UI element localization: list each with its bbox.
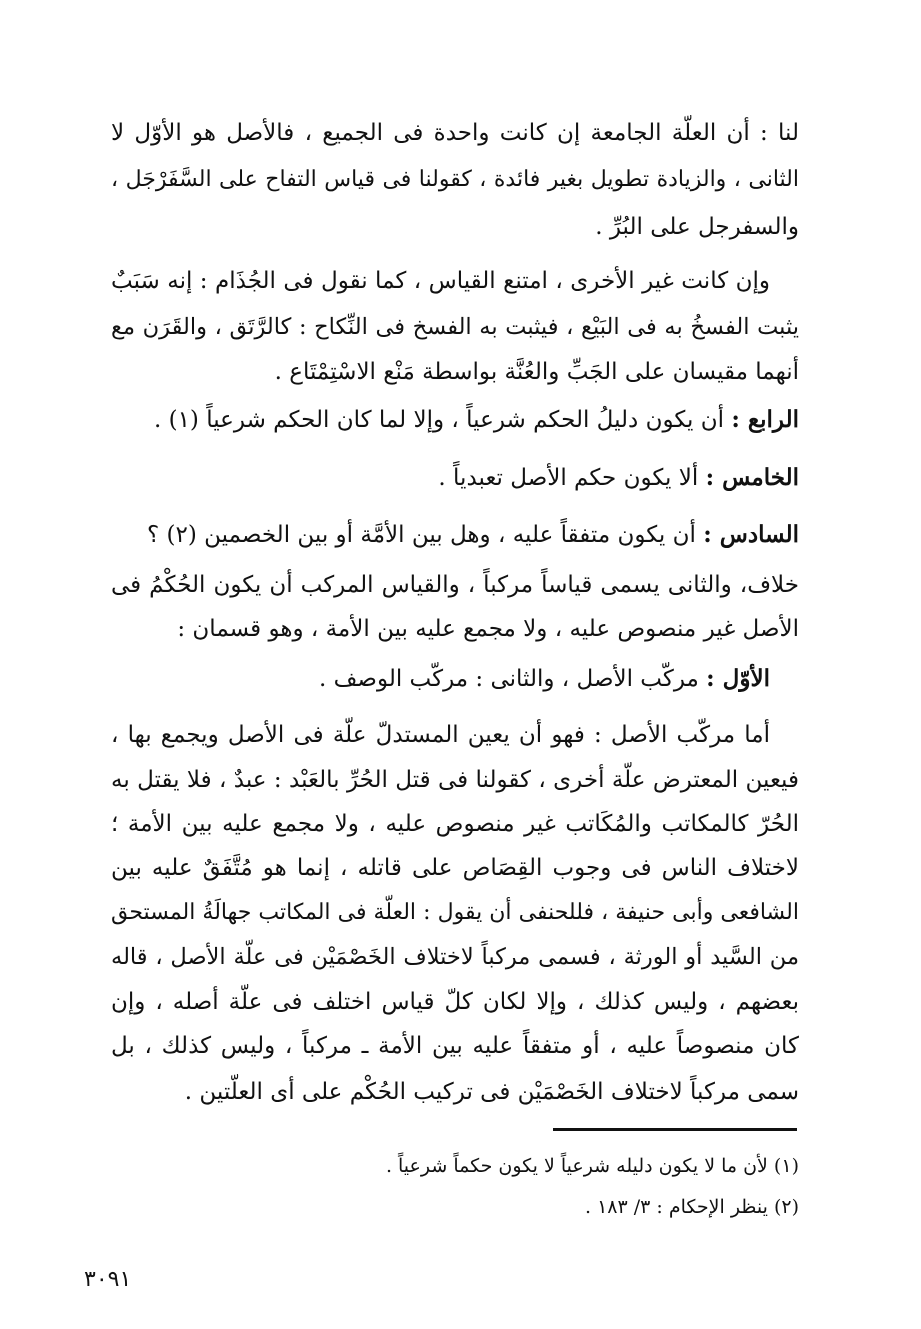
body-line: لنا : أن العلّة الجامعة إن كانت واحدة فى الجميع ، فالأصل هو الأوّل لا xyxy=(111,120,799,146)
body-line: وإن كانت غير الأخرى ، امتنع القياس ، كما نقول فى الجُذَام : إنه سَبَبٌ xyxy=(111,268,770,294)
condition-sixth xyxy=(111,513,799,557)
footnote-1: (١) لأن ما لا يكون دليله شرعياً لا يكون حكماً شرعياً . xyxy=(385,1155,799,1177)
body-line: فيعين المعترض علّة أخرى ، كقولنا فى قتل الحُرِّ بالعَبْد : عبدٌ ، فلا يقتل به xyxy=(111,767,799,793)
body-line: الشافعى وأبى حنيفة ، فللحنفى أن يقول : العلّة فى المكاتب جهالَةُ المستحق xyxy=(111,900,799,925)
condition-text: أن يكون دليلُ الحكم شرعياً ، وإلا لما كان الحكم شرعياً (١) . xyxy=(153,407,725,433)
body-line: أنهما مقيسان على الجَبِّ والعُنَّة بواسطة مَنْع الاسْتِمْتَاع . xyxy=(274,359,799,385)
condition-fourth xyxy=(111,398,799,442)
body-line: يثبت الفسخُ به فى البَيْع ، فيثبت به الفسخ فى النِّكاح : كالرَّتَق ، والقَرَن مع xyxy=(111,314,799,340)
body-line: من السَّيد أو الورثة ، فسمى مركباً لاختلاف الخَصْمَيْن فى علّة الأصل ، قاله xyxy=(111,944,799,970)
body-line: الحُرّ كالمكاتب والمُكَاتب غير منصوص عليه ، ولا مجمع عليه بين الأمة ؛ xyxy=(111,811,799,837)
condition-label: الرابع : xyxy=(731,406,799,433)
body-line: كان منصوصاً عليه ، أو متفقاً عليه بين الأمة ـ مركباً ، وليس كذلك ، بل xyxy=(111,1033,799,1059)
condition-text: ألا يكون حكم الأصل تعبدياً . xyxy=(438,465,699,491)
footnote-separator xyxy=(553,1128,797,1131)
condition-label: السادس : xyxy=(703,521,799,548)
body-line: خلاف، والثانى يسمى قياساً مركباً ، والقياس المركب أن يكون الحُكْمُ فى xyxy=(111,572,799,598)
condition-fifth xyxy=(111,456,799,500)
body-line: أما مركّب الأصل : فهو أن يعين المستدلّ علّة فى الأصل ويجمع بها ، xyxy=(111,722,770,748)
body-line: الثانى ، والزيادة تطويل بغير فائدة ، كقولنا فى قياس التفاح على السَّفَرْجَل ، xyxy=(111,167,799,192)
body-line: سمى مركباً لاختلاف الخَصْمَيْن فى تركيب الحُكْم على أى العلّتين . xyxy=(184,1079,799,1105)
condition-label: الخامس : xyxy=(705,464,799,491)
body-line: والسفرجل على البُرِّ . xyxy=(595,214,799,240)
first-kind xyxy=(111,657,770,701)
page-number: ٣٠٩١ xyxy=(84,1267,132,1292)
body-line: لاختلاف الناس فى وجوب القِصَاص على قاتله ، إنما هو مُتَّفَقٌ عليه بين xyxy=(111,855,799,881)
body-line: الأصل غير منصوص عليه ، ولا مجمع عليه بين الأمة ، وهو قسمان : xyxy=(177,616,799,642)
body-line: بعضهم ، وليس كذلك ، وإلا لكان كلّ قياس اختلف فى علّة أصله ، وإن xyxy=(111,989,799,1015)
first-kind-label: الأوّل : xyxy=(706,665,770,692)
footnote-2: (٢) ينظر الإحكام : ٣/ ١٨٣ . xyxy=(585,1196,799,1218)
condition-text: أن يكون متفقاً عليه ، وهل بين الأمَّة أو بين الخصمين (٢) ؟ xyxy=(147,522,696,548)
first-kind-text: مركّب الأصل ، والثانى : مركّب الوصف . xyxy=(319,666,699,692)
